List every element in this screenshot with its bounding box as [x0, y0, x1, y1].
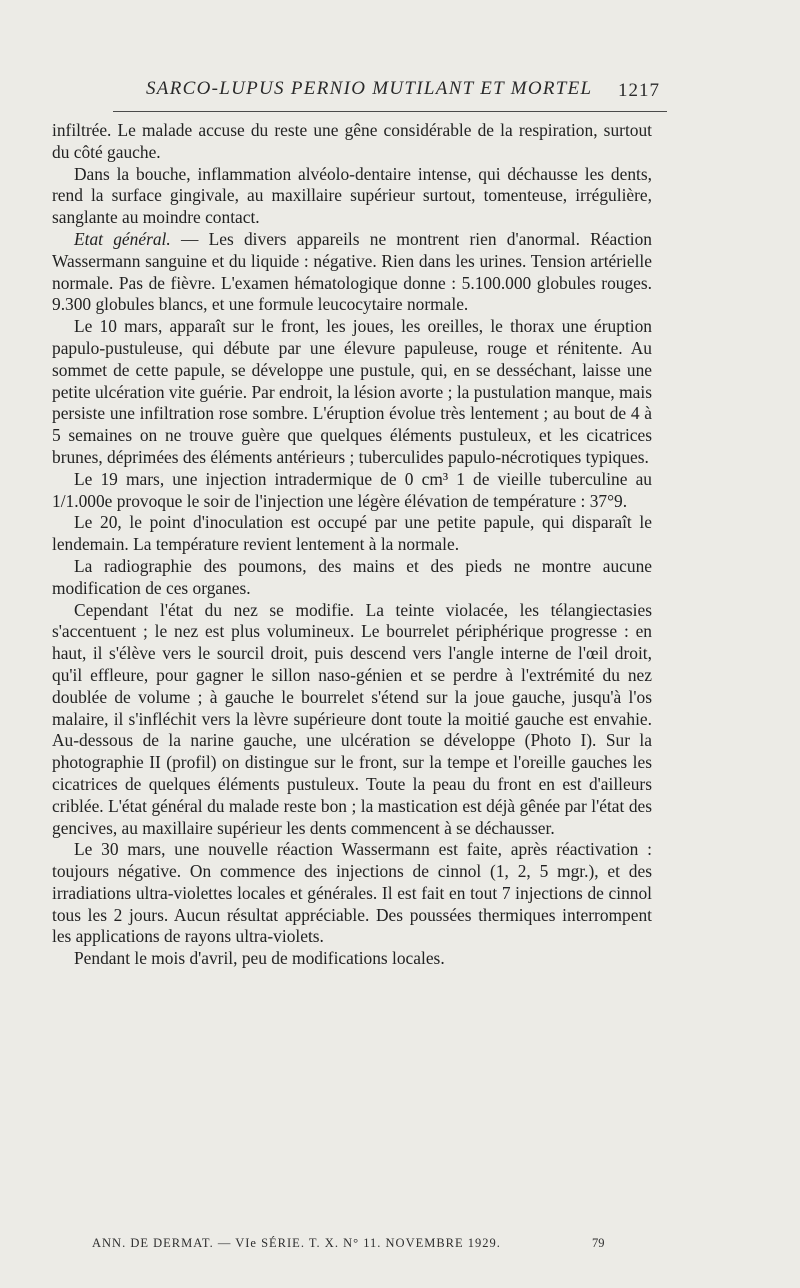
body-text: [52, 120, 652, 970]
paragraph-8: Cependant l'état du nez se modifie. La teinte violacée, les télangiectasies s'accentuent ; le nez est plus volumineux. Le bourrelet périphérique progresse : en haut, il s'élève vers le sourcil droit, puis descend vers l'angle interne de l'œil droit, qu'il effleure, pour gagner le sillon naso-génien et se perdre à l'extrémité du nez doublée de volume ; à gauche le bourrelet s'étend sur la joue gauche, jusqu'à l'os malaire, il s'infléchit vers la lèvre supérieure dont toute la moitié gauche est envahie. Au-dessous de la narine gauche, une ulcération se développe (Photo I). Sur la photographie II (profil) on distingue sur le front, sur la tempe et l'oreille gauches les cicatrices de quelques éléments pustuleux. Toute la peau du front en est d'ailleurs criblée. L'état général du malade reste bon ; la mastication est déjà gênée par l'état des gencives, au maxillaire supérieur les dents commencent à se déchausser.: [52, 599, 652, 838]
paragraph-1: infiltrée. Le malade accuse du reste une gêne considérable de la respiration, surtout du côté gauche.: [52, 120, 652, 162]
journal-citation: ANN. DE DERMAT. — VIe SÉRIE. T. X. N° 11. NOVEMBRE 1929.: [92, 1236, 501, 1250]
paragraph-2: Dans la bouche, inflammation alvéolo-dentaire intense, qui déchausse les dents, rend la surface gingivale, au maxillaire supérieur surtout, tomenteuse, irrégulière, sanglante au moindre contact.: [52, 163, 652, 228]
page-number: 1217: [618, 80, 660, 101]
paragraph-5: Le 19 mars, une injection intradermique de 0 cm³ 1 de vieille tuberculine au 1/1.000e provoque le soir de l'injection une légère élévation de température : 37°9.: [52, 468, 652, 511]
paragraph-6: Le 20, le point d'inoculation est occupé par une petite papule, qui disparaît le lendemain. La température revient lentement à la normale.: [52, 512, 652, 555]
paragraph-10: Pendant le mois d'avril, peu de modifications locales.: [74, 948, 445, 969]
folio-number: 79: [592, 1236, 605, 1250]
header-rule: [113, 111, 667, 112]
paragraph-7: La radiographie des poumons, des mains et des pieds ne montre aucune modification de ces organes.: [52, 555, 652, 598]
paragraph-3-text: — Les divers appareils ne montrent rien d'anormal. Réaction Wassermann sanguine et du liquide : négative. Rien dans les urines. Tension artérielle normale. Pas de fièvre. L'examen hématologique donne : 5.100.000 globules rouges. 9.300 globules blancs, et une formule leucocytaire normale.: [52, 228, 652, 315]
paragraph-4: Le 10 mars, apparaît sur le front, les joues, les oreilles, le thorax une éruption papulo-pustuleuse, qui débute par une élevure papuleuse, rouge et rénitente. Au sommet de cette papule, se développe une pustule, qui, en se desséchant, laisse une petite ulcération vite guérie. Par endroit, la lésion avorte ; la pustulation manque, mais persiste une infiltration rose sombre. L'éruption évolue très lentement ; au bout de 4 à 5 semaines on ne trouve guère que quelques éléments pustuleux, et les cicatrices brunes, déprimées des éléments antérieurs ; tuberculides papulo-nécrotiques typiques.: [52, 316, 652, 467]
footer-citation-line: [92, 1236, 612, 1251]
running-title: SARCO-LUPUS PERNIO MUTILANT ET MORTEL: [146, 78, 593, 99]
paragraph-3: [52, 229, 652, 316]
paragraph-9: Le 30 mars, une nouvelle réaction Wassermann est faite, après réactivation : toujours négative. On commence des injections de cinnol (1, 2, 5 mgr.), et des irradiations ultra-violettes locales et générales. Il est fait en tout 7 injections de cinnol tous les 2 jours. Aucun résultat appréciable. Des poussées thermiques interrompent les applications de rayons ultra-violets.: [52, 839, 652, 947]
section-title-etat-general: Etat général.: [74, 228, 171, 249]
